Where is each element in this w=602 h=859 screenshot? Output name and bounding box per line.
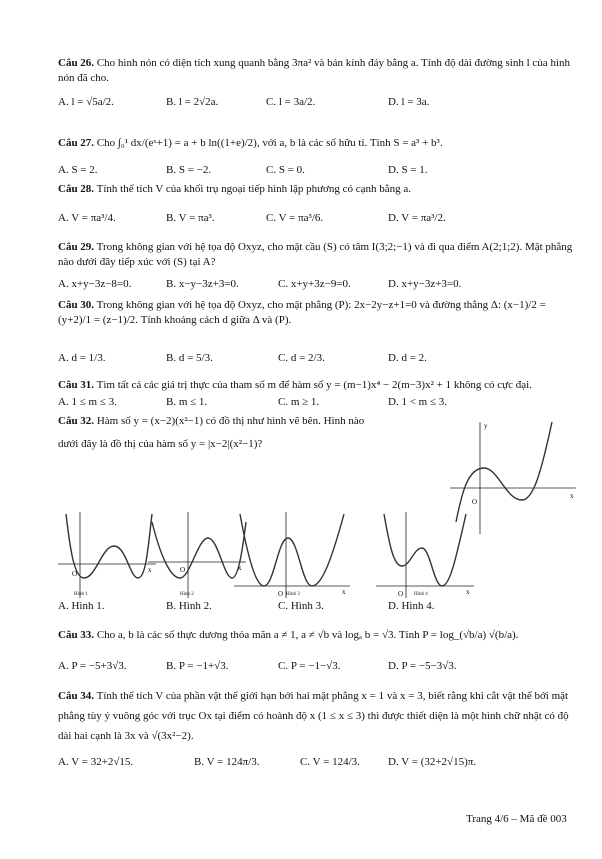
option-c[interactable]: C. Hình 3. xyxy=(278,600,324,612)
caption-hinh-4: Hình 4 xyxy=(414,592,428,597)
option-d[interactable]: D. d = 2. xyxy=(388,352,427,364)
options-33 xyxy=(58,660,578,678)
svg-text:O: O xyxy=(278,590,284,598)
question-text: Tính thể tích V của khối trụ ngoại tiếp hình lập phương có cạnh bằng a. xyxy=(96,183,412,195)
option-b[interactable]: B. V = πa³. xyxy=(166,212,215,224)
option-c[interactable]: C. x+y+3z−9=0. xyxy=(278,278,351,290)
caption-hinh-3: Hình 3 xyxy=(286,592,300,597)
options-26 xyxy=(58,96,578,114)
question-text-line2: dưới đây là đồ thị của hàm số y = |x−2|(x²−1)? xyxy=(58,438,263,450)
svg-text:O: O xyxy=(398,590,404,598)
option-a[interactable]: A. l = √5a/2. xyxy=(58,96,114,108)
option-c[interactable]: C. V = 124/3. xyxy=(300,756,360,768)
option-c[interactable]: C. d = 2/3. xyxy=(278,352,325,364)
svg-text:x: x xyxy=(466,588,470,596)
svg-text:O: O xyxy=(72,570,78,578)
question-27 xyxy=(58,136,578,151)
option-a[interactable]: A. Hình 1. xyxy=(58,600,105,612)
options-32 xyxy=(58,600,578,618)
option-b[interactable]: B. d = 5/3. xyxy=(166,352,213,364)
question-label: Câu 32. xyxy=(58,415,95,427)
question-text: Trong không gian với hệ tọa độ Oxyz, cho mặt phẳng (P): 2x−2y−z+1=0 và đường thẳng Δ: (x−1)/2 = (y+2)/1 = (z−1)/2. Tính khoảng cách d giữa Δ và (P). xyxy=(58,299,546,326)
question-label: Câu 33. xyxy=(58,629,95,641)
question-26 xyxy=(58,56,578,86)
question-34 xyxy=(58,686,578,746)
option-b[interactable]: B. x−y−3z+3=0. xyxy=(166,278,239,290)
option-b[interactable]: B. Hình 2. xyxy=(166,600,212,612)
question-label: Câu 27. xyxy=(58,137,95,149)
option-c[interactable]: C. S = 0. xyxy=(266,164,305,176)
question-28 xyxy=(58,182,578,197)
question-text: Tính thể tích V của phần vật thể giới hạn bởi hai mặt phẳng x = 1 và x = 3, biết rằng khi cắt vật thể bởi mặt phẳng tùy ý vuông góc với trục Ox tại điểm có hoành độ x (1 ≤ x ≤ 3) thì được thiết diện là một hình chữ nhật có độ dài hai cạnh là 3x và √(3x²−2). xyxy=(58,690,569,742)
svg-text:x: x xyxy=(238,564,242,572)
option-b[interactable]: B. m ≤ 1. xyxy=(166,396,208,408)
question-32 xyxy=(58,414,448,429)
option-b[interactable]: B. l = 2√2a. xyxy=(166,96,219,108)
option-c[interactable]: C. P = −1−√3. xyxy=(278,660,341,672)
question-label: Câu 29. xyxy=(58,241,95,253)
graph-hinh-1 xyxy=(58,508,158,600)
caption-hinh-2: Hình 2 xyxy=(180,592,194,597)
question-text: Tìm tất cả các giá trị thực của tham số m để hàm số y = (m−1)x⁴ − 2(m−3)x² + 1 không có cực đại. xyxy=(96,379,532,391)
graph-hinh-2 xyxy=(148,508,248,600)
graph-hinh-4 xyxy=(376,508,476,600)
option-a[interactable]: A. S = 2. xyxy=(58,164,98,176)
option-c[interactable]: C. V = πa³/6. xyxy=(266,212,324,224)
question-text-line1: Hàm số y = (x−2)(x²−1) có đồ thị như hình vẽ bên. Hình nào xyxy=(96,415,365,427)
question-text: Cho hình nón có diện tích xung quanh bằng 3πa² và bán kính đáy bằng a. Tính độ dài đường sinh l của hình nón đã cho. xyxy=(58,57,570,84)
options-30 xyxy=(58,352,578,370)
options-29 xyxy=(58,278,578,296)
question-33 xyxy=(58,628,578,643)
option-a[interactable]: A. V = πa³/4. xyxy=(58,212,116,224)
caption-hinh-1: Hình 1 xyxy=(74,592,88,597)
option-c[interactable]: C. m ≥ 1. xyxy=(278,396,320,408)
question-32-line2 xyxy=(58,437,448,452)
options-34 xyxy=(58,756,578,774)
question-label: Câu 26. xyxy=(58,57,95,69)
question-text: Trong không gian với hệ tọa độ Oxyz, cho mặt cầu (S) có tâm I(3;2;−1) và đi qua điểm A(2;1;2). Mặt phẳng nào dưới đây tiếp xúc với (S) tại A? xyxy=(58,241,573,268)
option-d[interactable]: D. S = 1. xyxy=(388,164,428,176)
graph-hinh-3 xyxy=(234,508,352,600)
question-text: Cho a, b là các số thực dương thỏa mãn a ≠ 1, a ≠ √b và logₐ b = √3. Tính P = log_(√b/a) √(b/a). xyxy=(96,629,519,641)
option-d[interactable]: D. V = πa³/2. xyxy=(388,212,446,224)
options-27 xyxy=(58,164,578,182)
option-d[interactable]: D. P = −5−3√3. xyxy=(388,660,457,672)
option-d[interactable]: D. Hình 4. xyxy=(388,600,435,612)
question-label: Câu 28. xyxy=(58,183,95,195)
option-a[interactable]: A. P = −5+3√3. xyxy=(58,660,127,672)
svg-text:x: x xyxy=(342,588,346,596)
question-label: Câu 30. xyxy=(58,299,95,311)
question-30 xyxy=(58,298,578,328)
question-label: Câu 31. xyxy=(58,379,95,391)
option-d[interactable]: D. 1 < m ≤ 3. xyxy=(388,396,447,408)
option-b[interactable]: B. V = 124π/3. xyxy=(194,756,260,768)
option-c[interactable]: C. l = 3a/2. xyxy=(266,96,316,108)
option-b[interactable]: B. S = −2. xyxy=(166,164,212,176)
options-28 xyxy=(58,212,578,230)
option-d[interactable]: D. x+y−3z+3=0. xyxy=(388,278,462,290)
option-d[interactable]: D. V = (32+2√15)π. xyxy=(388,756,477,768)
svg-text:O: O xyxy=(180,566,186,574)
option-a[interactable]: A. V = 32+2√15. xyxy=(58,756,134,768)
svg-text:x: x xyxy=(148,566,152,574)
option-d[interactable]: D. l = 3a. xyxy=(388,96,430,108)
option-a[interactable]: A. d = 1/3. xyxy=(58,352,106,364)
svg-text:O: O xyxy=(472,498,478,506)
option-a[interactable]: A. x+y−3z−8=0. xyxy=(58,278,132,290)
svg-text:x: x xyxy=(570,492,574,500)
option-b[interactable]: B. P = −1+√3. xyxy=(166,660,229,672)
options-31 xyxy=(58,396,578,414)
page-footer: Trang 4/6 – Mã đề 003 xyxy=(466,813,567,825)
question-text: Cho ∫₀¹ dx/(eˣ+1) = a + b ln((1+e)/2), với a, b là các số hữu tỉ. Tính S = a³ + b³. xyxy=(96,137,443,149)
question-29 xyxy=(58,240,578,270)
question-label: Câu 34. xyxy=(58,690,95,702)
svg-text:y: y xyxy=(484,422,488,430)
option-a[interactable]: A. 1 ≤ m ≤ 3. xyxy=(58,396,117,408)
question-31 xyxy=(58,378,578,393)
